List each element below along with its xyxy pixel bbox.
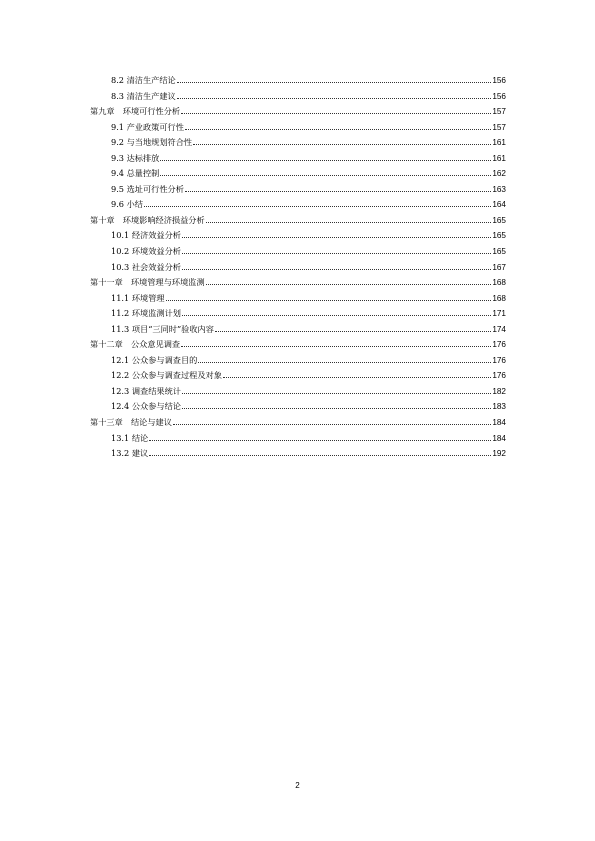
toc-chapter[interactable] <box>90 213 506 229</box>
toc-entry-page: 161 <box>492 138 506 148</box>
toc-entry-title: 10.1 经济效益分析 <box>111 230 181 241</box>
toc-entry-page: 182 <box>492 386 506 396</box>
dot-leader <box>177 97 492 99</box>
toc-entry-title: 9.3 达标排放 <box>111 152 160 163</box>
toc-entry-page: 164 <box>492 200 506 210</box>
toc-chapter[interactable] <box>90 337 506 353</box>
toc-chapter[interactable] <box>90 104 506 120</box>
dot-leader <box>181 345 491 347</box>
toc-entry-page: 192 <box>492 449 506 459</box>
dot-leader <box>215 330 491 332</box>
toc-entry-page: 156 <box>492 76 506 85</box>
toc-entry-title: 12.1 公众参与调查目的 <box>111 354 198 365</box>
toc-chapter[interactable] <box>90 415 506 431</box>
dot-leader <box>193 143 491 145</box>
toc-entry-title: 第十一章 环境管理与环境监测 <box>90 277 205 288</box>
dot-leader <box>177 81 492 83</box>
dot-leader <box>185 128 491 130</box>
toc-entry[interactable] <box>90 322 506 338</box>
table-of-contents <box>90 73 506 462</box>
dot-leader <box>149 439 491 441</box>
toc-entry[interactable] <box>90 291 506 307</box>
toc-entry-page: 165 <box>492 215 506 225</box>
toc-entry-title: 9.1 产业政策可行性 <box>111 121 184 132</box>
toc-entry-page: 176 <box>492 355 506 365</box>
toc-entry-title: 第十三章 结论与建议 <box>90 417 172 428</box>
toc-entry-page: 161 <box>492 153 506 163</box>
toc-entry-title: 11.1 环境管理 <box>111 292 165 303</box>
toc-entry-title: 第十二章 公众意见调查 <box>90 339 181 350</box>
toc-entry[interactable] <box>90 120 506 136</box>
toc-entry[interactable] <box>90 244 506 260</box>
toc-entry-page: 176 <box>492 371 506 381</box>
toc-entry-page: 168 <box>492 278 506 288</box>
toc-entry[interactable] <box>90 73 506 89</box>
dot-leader <box>149 454 491 456</box>
dot-leader <box>182 236 491 238</box>
toc-entry[interactable] <box>90 399 506 415</box>
toc-entry[interactable] <box>90 182 506 198</box>
toc-entry-page: 174 <box>492 324 506 334</box>
toc-entry-page: 165 <box>492 247 506 257</box>
toc-entry-page: 176 <box>492 340 506 350</box>
toc-entry[interactable] <box>90 384 506 400</box>
toc-entry[interactable] <box>90 197 506 213</box>
toc-entry[interactable] <box>90 228 506 244</box>
toc-entry-title: 13.2 建议 <box>111 448 149 459</box>
toc-entry-page: 157 <box>492 122 506 132</box>
toc-entry-page: 168 <box>492 293 506 303</box>
dot-leader <box>182 392 491 394</box>
toc-entry-title: 第九章 环境可行性分析 <box>90 106 181 117</box>
toc-entry-title: 12.4 公众参与结论 <box>111 401 181 412</box>
toc-entry-page: 156 <box>492 91 506 101</box>
dot-leader <box>160 174 491 176</box>
toc-entry-title: 10.2 环境效益分析 <box>111 246 181 257</box>
dot-leader <box>206 221 492 223</box>
toc-entry-title: 8.3 清洁生产建议 <box>111 90 176 101</box>
toc-entry-page: 183 <box>492 402 506 412</box>
toc-entry[interactable] <box>90 260 506 276</box>
toc-entry-page: 157 <box>492 107 506 117</box>
toc-entry-title: 11.2 环境监测计划 <box>111 308 181 319</box>
toc-entry-page: 162 <box>492 169 506 179</box>
dot-leader <box>182 314 491 316</box>
toc-entry-title: 11.3 项目“三同时”验收内容 <box>111 323 214 334</box>
toc-entry[interactable] <box>90 135 506 151</box>
toc-entry-page: 167 <box>492 262 506 272</box>
toc-chapter[interactable] <box>90 275 506 291</box>
dot-leader <box>173 423 491 425</box>
toc-entry-title: 10.3 社会效益分析 <box>111 261 181 272</box>
dot-leader <box>206 283 492 285</box>
dot-leader <box>198 361 491 363</box>
toc-entry-title: 8.2 清洁生产结论 <box>111 75 176 85</box>
toc-entry[interactable] <box>90 353 506 369</box>
toc-entry[interactable] <box>90 446 506 462</box>
toc-entry-title: 9.2 与当地规划符合性 <box>111 137 193 148</box>
toc-entry-title: 12.2 公众参与调查过程及对象 <box>111 370 222 381</box>
toc-entry-page: 163 <box>492 184 506 194</box>
dot-leader <box>182 252 491 254</box>
toc-entry-page: 171 <box>492 309 506 319</box>
toc-entry-page: 184 <box>492 418 506 428</box>
dot-leader <box>181 112 491 114</box>
toc-entry-title: 12.3 调查结果统计 <box>111 385 181 396</box>
toc-entry-title: 9.6 小结 <box>111 199 143 210</box>
dot-leader <box>185 190 491 192</box>
toc-entry-title: 第十章 环境影响经济损益分析 <box>90 214 205 225</box>
dot-leader <box>166 299 492 301</box>
toc-entry-title: 13.1 结论 <box>111 432 149 443</box>
toc-entry[interactable] <box>90 306 506 322</box>
toc-entry-title: 9.5 选址可行性分析 <box>111 183 184 194</box>
page-number: 2 <box>295 781 300 790</box>
toc-entry[interactable] <box>90 89 506 105</box>
dot-leader <box>182 268 491 270</box>
toc-entry[interactable] <box>90 151 506 167</box>
toc-entry[interactable] <box>90 368 506 384</box>
dot-leader <box>182 407 491 409</box>
toc-entry[interactable] <box>90 166 506 182</box>
dot-leader <box>223 376 491 378</box>
toc-entry-title: 9.4 总量控制 <box>111 168 160 179</box>
toc-entry-page: 165 <box>492 231 506 241</box>
dot-leader <box>144 205 491 207</box>
toc-entry-page: 184 <box>492 433 506 443</box>
dot-leader <box>160 159 491 161</box>
toc-entry[interactable] <box>90 431 506 447</box>
